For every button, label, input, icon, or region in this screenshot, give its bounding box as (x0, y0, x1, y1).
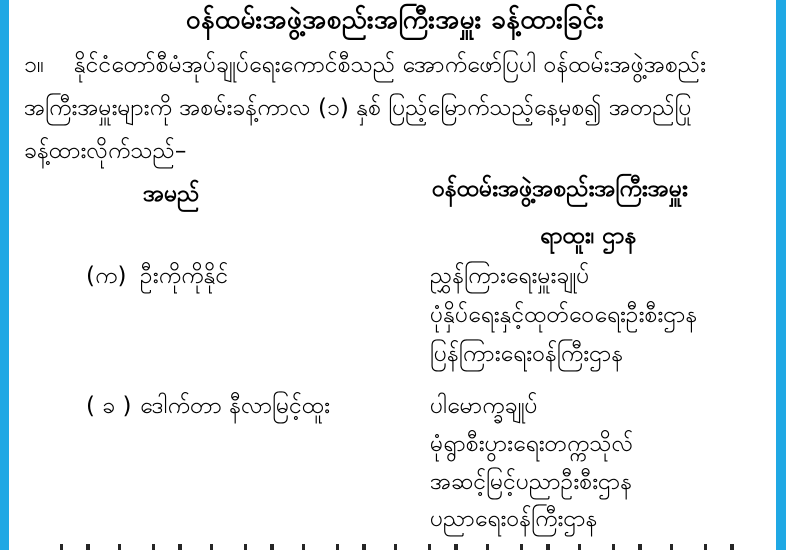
entry-position-line: ပါမောက္ခချုပ် (430, 393, 538, 419)
entry-position-line: မုံရွာစီးပွားရေးတက္ကသိုလ် (430, 431, 634, 457)
entry-position-line: ပညာရေးဝန်ကြီးဌာန (430, 506, 598, 532)
column-header-name: အမည် (143, 181, 200, 207)
entry-label: ( ခ ) (86, 393, 132, 419)
left-border-stripe (0, 0, 9, 550)
entry-position-line: အဆင့်မြင့်ပညာဦးစီးဌာန (430, 469, 633, 495)
entry-position-line: ပြန်ကြားရေးဝန်ကြီးဌာန (430, 341, 624, 367)
entry-name: ဦးကိုကိုနိုင် (140, 263, 229, 289)
right-border-stripe (776, 0, 786, 550)
entry-position-line: ညွှန်ကြားရေးမှူးချုပ် (430, 263, 590, 289)
entry-position-line: ပုံနှိပ်ရေးနှင့်ထုတ်ဝေရေးဦးစီးဌာန (430, 302, 698, 328)
clipped-next-paragraph-top (60, 544, 760, 550)
column-header-organization: ဝန်ထမ်းအဖွဲ့အစည်းအကြီးအမှူး (432, 176, 688, 202)
page-title: ဝန်ထမ်းအဖွဲ့အစည်းအကြီးအမှူး ခန့်ထားခြင်း (185, 5, 605, 35)
paragraph-text: နိုင်ငံတော်စီမံအုပ်ချုပ်ရေးကောင်စီသည် အောက်ဖော်ပြပါ ဝန်ထမ်းအဖွဲ့အစည်း (73, 52, 706, 78)
paragraph-line (24, 50, 776, 80)
paragraph-line: ခန့်ထားလိုက်သည်– (24, 138, 187, 164)
entry-label: (က) (86, 263, 127, 289)
entry-name: ဒေါက်တာ နီလာမြင့်ထူး (140, 393, 330, 419)
paragraph-line: အကြီးအမှူးများကို အစမ်းခန့်ကာလ (၁) နှစ် ပြည့်မြောက်သည့်နေ့မှစ၍ အတည်ပြု (24, 95, 692, 121)
paragraph-number: ၁။ (24, 52, 44, 78)
column-header-position-dept: ရာထူး၊ ဌာန (540, 223, 637, 249)
